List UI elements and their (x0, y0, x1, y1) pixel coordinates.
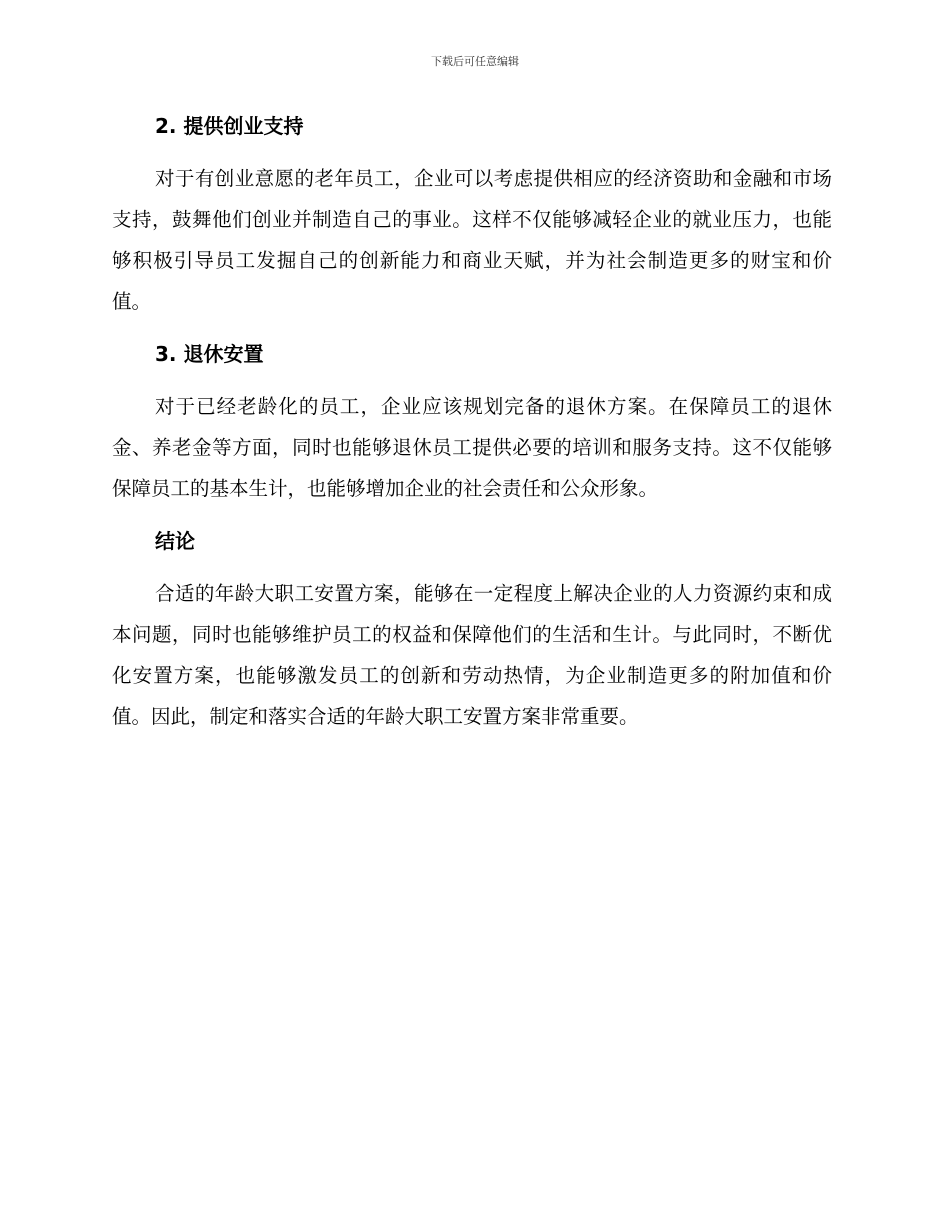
section-paragraph-startup-support: 对于有创业意愿的老年员工，企业可以考虑提供相应的经济资助和金融和市场支持，鼓舞他们创业并制造自己的事业。这样不仅能够减轻企业的就业压力，也能够积极引导员工发掘自己的创新能力和商业天赋，并为社会制造更多的财宝和价值。 (112, 167, 832, 313)
section-heading-retirement: 3. 退休安置 (155, 342, 264, 366)
section-paragraph-retirement: 对于已经老龄化的员工，企业应该规划完备的退休方案。在保障员工的退休金、养老金等方面，同时也能够退休员工提供必要的培训和服务支持。这不仅能够保障员工的基本生计，也能够增加企业的社会责任和公众形象。 (112, 395, 832, 500)
section-heading-startup-support: 2. 提供创业支持 (155, 114, 304, 138)
section-heading-conclusion: 结论 (155, 529, 195, 553)
page-header: 下载后可任意编辑 (431, 55, 519, 68)
document-body (112, 108, 832, 751)
section-paragraph-conclusion: 合适的年龄大职工安置方案，能够在一定程度上解决企业的人力资源约束和成本问题，同时也能够维护员工的权益和保障他们的生活和生计。与此同时，不断优化安置方案，也能够激发员工的创新和劳动热情，为企业制造更多的附加值和价值。因此，制定和落实合适的年龄大职工安置方案非常重要。 (112, 582, 832, 728)
